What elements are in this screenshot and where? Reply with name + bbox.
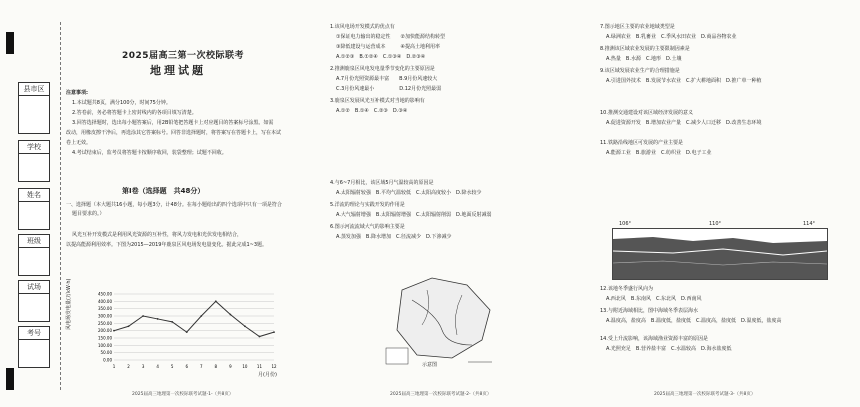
data-point: [244, 325, 246, 327]
page-1: [62, 0, 282, 407]
longitude-label: 114°: [803, 221, 816, 227]
x-tick-label: 11: [256, 364, 263, 369]
terrain-profile: [612, 221, 828, 280]
question-line: A.7月份光照资源最丰富 B.9月份风速较大: [336, 76, 438, 82]
x-tick-label: 8: [214, 364, 218, 369]
x-tick-label: 4: [156, 364, 159, 369]
data-point: [229, 314, 231, 316]
note-line: 卷上无效。: [66, 140, 92, 146]
class-field[interactable]: [18, 234, 50, 276]
question-line: A.热量 B.水源 C.地形 D.土壤: [606, 56, 682, 62]
name-label: 姓名: [19, 189, 49, 202]
y-tick-label: 0.00: [103, 357, 112, 363]
question-line: A.蒸发加强 B.降水增加 C.径流减少 D.下渗减少: [336, 234, 452, 240]
y-tick-label: 350.00: [98, 306, 112, 312]
question-line: 2.推测鹿泉区风电发电量季节变化的主要原因是: [330, 66, 435, 72]
question-line: 6.图示河流流域大气的影响主要是: [330, 224, 405, 230]
x-tick-label: 12: [271, 364, 277, 369]
y-tick-label: 450.00: [98, 291, 112, 297]
x-tick-label: 1: [112, 364, 116, 369]
exam-number-field[interactable]: [18, 326, 50, 368]
question-line: 12.该地冬季盛行风向为: [600, 286, 653, 292]
section-heading: 第Ⅰ卷（选择题 共48分）: [122, 187, 205, 195]
data-point: [113, 330, 115, 332]
question-line: A.①② B.①④ C.②③ D.③④: [336, 108, 408, 114]
question-line: A.促进资源开发 B.增加农业产量 C.减少人口迁移 D.改善生态环境: [606, 120, 762, 126]
class-label: 班级: [19, 235, 49, 248]
x-tick-label: 3: [141, 364, 145, 369]
question-line: 8.推测该区域农业发展的主要限制因素是: [600, 46, 690, 52]
page-2: [330, 0, 580, 407]
page-footer: 2025届高三地理第一次校际联考试题-1-（共8页）: [132, 392, 234, 397]
x-tick-label: 2: [127, 364, 130, 369]
binding-stripe: [6, 368, 14, 390]
longitude-label: 110°: [709, 221, 722, 227]
question-line: A.光照充足 B.营养盐丰富 C.水温较高 D.海水盐度低: [606, 346, 732, 352]
question-line: A.能源工业 B.旅游业 C.纺织业 D.电子工业: [606, 150, 712, 156]
longitude-label: 106°: [619, 221, 632, 227]
data-point: [142, 315, 144, 317]
question-line: A.绿洲农业 B.乳畜业 C.季风水田农业 D.商品谷物农业: [606, 34, 737, 40]
note-line: 改动，用橡皮擦干净后，再选涂其它答案标号。回答非选择题时，将答案写在答题卡上，写在本试: [66, 130, 282, 136]
note-line: 2.答卷前，务必将答题卡上密封线内的各项目填写清楚。: [72, 110, 197, 116]
county-label: 县市区: [19, 83, 49, 96]
question-line: 5.洋流的理论与实践开发的作用是: [330, 202, 405, 208]
watershed-map: [382, 270, 502, 370]
x-axis-label: 月(月份): [258, 372, 277, 378]
binding-stripe: [6, 32, 14, 54]
instruction-line: 题目要求的。）: [72, 211, 105, 217]
data-point: [259, 336, 261, 338]
question-line: A.引进国外技术 B.发展节水农业 C.扩大耕地面积 D.推广单一种植: [606, 78, 762, 84]
notes-heading: 注意事项:: [66, 90, 88, 96]
question-line: 4.与6~7月相比，该区域5月气温较高的原因是: [330, 180, 434, 186]
x-tick-label: 6: [185, 364, 189, 369]
x-tick-label: 5: [170, 364, 174, 369]
y-tick-label: 300.00: [98, 313, 112, 319]
question-line: A.温度高，盐度高 B.温度低，盐度低 C.温度高，盐度低 D.温度低，盐度高: [606, 318, 782, 324]
x-tick-label: 9: [229, 364, 232, 369]
y-tick-label: 400.00: [98, 298, 112, 304]
data-point: [171, 321, 173, 323]
name-field[interactable]: [18, 188, 50, 230]
question-line: 11.铁路沿线地区可发展的产业主要是: [600, 140, 683, 146]
note-line: 3.回答选择题时，选出每小题答案后，用2B铅笔把答题卡上对应题目的答案标号涂黑。如需: [72, 120, 274, 126]
exam-title: 2025届高三第一次校际联考: [122, 51, 245, 61]
data-point: [186, 331, 188, 333]
instruction-line: 一、选择题（本大题共16小题，每小题3分，计48分。在每小题给出的四个选项中只有一项是符合: [66, 202, 282, 208]
data-point: [128, 325, 130, 327]
page-footer: 2025届高三地理第一次校际联考试题-3-（共8页）: [654, 392, 756, 397]
question-line: 1.该风电场开发模式的优点有: [330, 24, 395, 30]
question-line: 14.受上升流影响，该海域渔业资源丰富的原因是: [600, 336, 708, 342]
y-tick-label: 50.00: [100, 350, 112, 356]
chart-y-title: 风电场发电量(万kW·h): [66, 278, 72, 330]
school-field[interactable]: [18, 140, 50, 182]
note-line: 1.本试题共8页，满分100分，时间75分钟。: [72, 100, 171, 106]
data-point: [215, 300, 217, 302]
page-3: [600, 0, 856, 407]
series-line: [114, 301, 274, 336]
data-point: [200, 315, 202, 317]
x-tick-label: 10: [242, 364, 248, 369]
question-line: 9.该区域发展农业生产的合理措施是: [600, 68, 680, 74]
question-line: ①保证电力输出的稳定性 ②加快能源结构转型: [336, 34, 445, 40]
passage-line: 以提高能源利用效率。下图为2015—2019年鹿泉区风电场发电量变化。据此完成1~3题。: [66, 242, 268, 248]
question-line: 13.与附近海域相比，图中海域冬季表层海水: [600, 308, 698, 314]
question-line: 7.图示地区主要的农业地域类型是: [600, 24, 675, 30]
county-field[interactable]: [18, 82, 50, 134]
question-line: 3.鹿泉区发展风光互补模式对当地的影响有: [330, 98, 425, 104]
question-line: C.3月份风速最小 D.12月份光照最弱: [336, 86, 442, 92]
x-tick-label: 7: [199, 364, 203, 369]
exam-number-label: 考号: [19, 327, 49, 340]
question-line: 10.推测交通建设对该区域经济发展的意义: [600, 110, 693, 116]
generation-line-chart: [92, 290, 280, 370]
question-line: A.西北风 B.东南风 C.东北风 D.西南风: [606, 296, 702, 302]
data-point: [157, 318, 159, 320]
question-line: ③降低建设与运营成本 ④提高土地利用率: [336, 44, 440, 50]
school-label: 学校: [19, 141, 49, 154]
question-line: A.太阳辐射较强 B.平均气温较低 C.太阳高度较小 D.降水较少: [336, 190, 482, 196]
exam-room-label: 试场: [19, 281, 49, 294]
y-tick-label: 150.00: [98, 335, 112, 341]
y-tick-label: 200.00: [98, 328, 112, 334]
question-line: A.①②③ B.①②④ C.①③④ D.②③④: [336, 54, 426, 60]
subject-title: 地理试题: [150, 64, 206, 77]
question-line: A.大气辐射增强 B.太阳辐射增强 C.太阳辐射削弱 D.地面反射减弱: [336, 212, 492, 218]
data-point: [273, 331, 275, 333]
binding-margin: [4, 22, 61, 390]
map-caption: 示意图: [422, 362, 438, 368]
passage-line: 风光互补开发模式是利用风光资源的互补性，将风力发电和光伏发电相结合，: [72, 232, 243, 238]
exam-room-field[interactable]: [18, 280, 50, 322]
y-tick-label: 250.00: [98, 320, 112, 326]
note-line: 4.考试结束后，监考员将答题卡按顺序收回，装袋整理；试题不回收。: [72, 150, 227, 156]
page-footer: 2025届高三地理第一次校际联考试题-2-（共8页）: [390, 392, 492, 397]
y-tick-label: 100.00: [98, 342, 112, 348]
